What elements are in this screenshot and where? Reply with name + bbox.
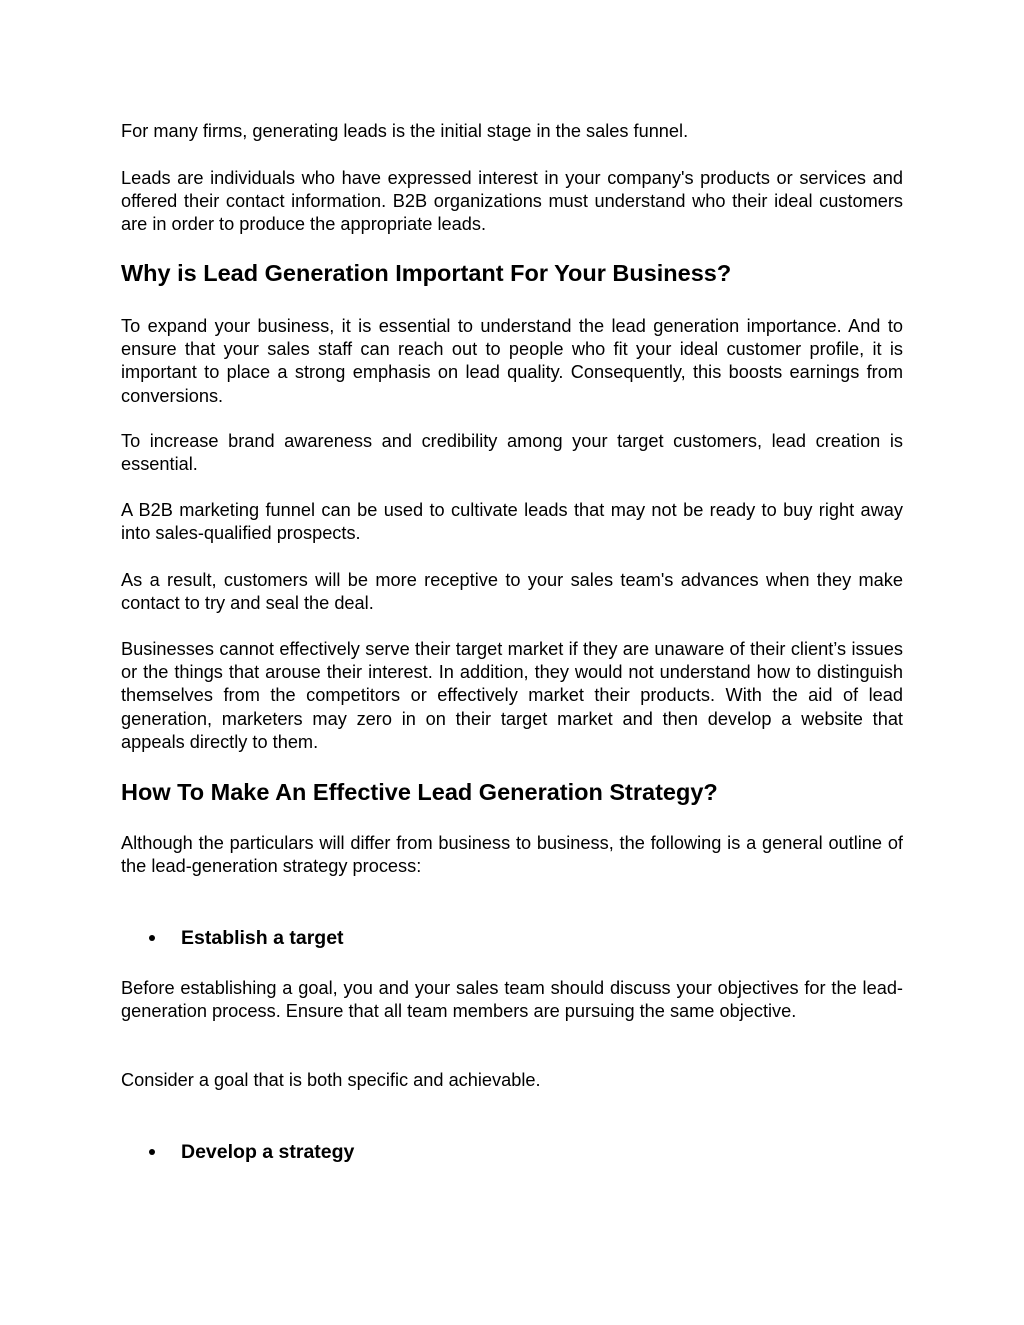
- list-item-title: Establish a target: [181, 927, 344, 949]
- intro-paragraph-2: Leads are individuals who have expressed interest in your company's products or services and offered their contact information. B2B organizations must understand who their ideal customers are in order to produce the appropriate leads.: [121, 168, 903, 235]
- list-item-title: Develop a strategy: [181, 1141, 355, 1163]
- step1-paragraph-2: Consider a goal that is both specific and achievable.: [121, 1070, 541, 1090]
- section1-paragraph-5: Businesses cannot effectively serve their target market if they are unaware of their client’s issues or the things that arouse their interest. In addition, they would not understand how to distinguish themselves from the competitors or effectively market their products. With the aid of lead generation, marketers may zero in on their target market and then develop a website that appeals directly to them.: [121, 639, 903, 752]
- section2-intro-paragraph: Although the particulars will differ from business to business, the following is a general outline of the lead-generation strategy process:: [121, 833, 903, 877]
- section-heading-why-lead-generation: Why is Lead Generation Important For Your Business?: [121, 260, 732, 286]
- section1-paragraph-2: To increase brand awareness and credibility among your target customers, lead creation is essential.: [121, 431, 903, 475]
- bullet-icon: [149, 1149, 155, 1155]
- intro-paragraph-1: For many firms, generating leads is the initial stage in the sales funnel.: [121, 121, 689, 141]
- step1-paragraph-1: Before establishing a goal, you and your sales team should discuss your objectives for the lead-generation process. Ensure that all team members are pursuing the same objective.: [121, 978, 903, 1022]
- bullet-icon: [149, 935, 155, 941]
- section1-paragraph-1: To expand your business, it is essential to understand the lead generation importance. And to ensure that your sales staff can reach out to people who fit your ideal customer profile, it is important to place a strong emphasis on lead quality. Consequently, this boosts earnings from conversions.: [121, 316, 903, 406]
- section1-paragraph-3: A B2B marketing funnel can be used to cultivate leads that may not be ready to buy right away into sales-qualified prospects.: [121, 500, 903, 544]
- section-heading-how-to-make-strategy: How To Make An Effective Lead Generation Strategy?: [121, 779, 718, 805]
- section1-paragraph-4: As a result, customers will be more receptive to your sales team's advances when they make contact to try and seal the deal.: [121, 570, 903, 614]
